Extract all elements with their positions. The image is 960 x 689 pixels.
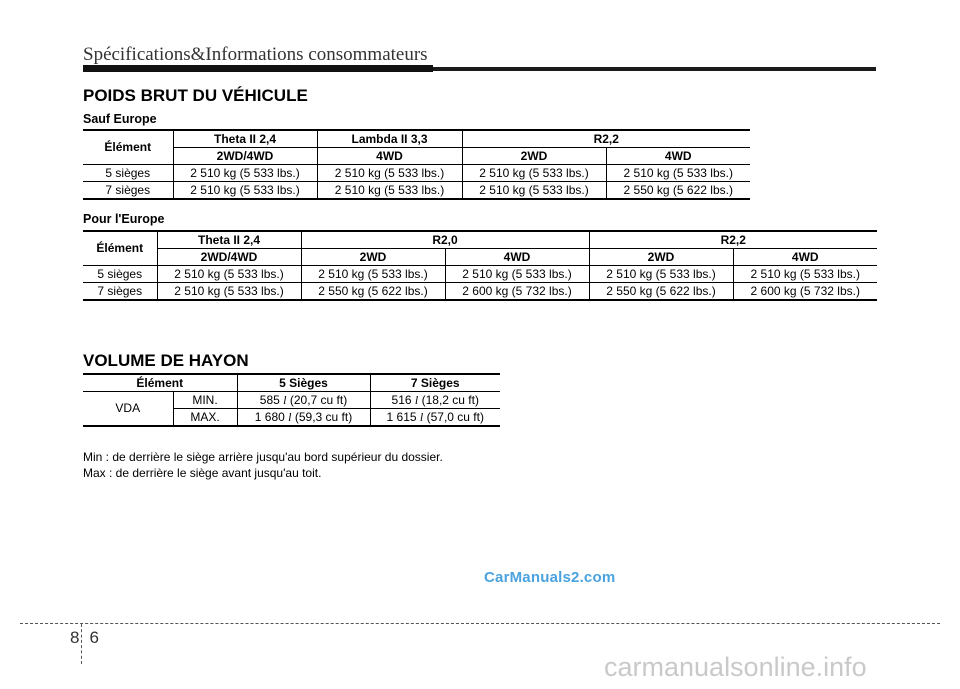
footer-watermark: carmanualsonline.info	[604, 652, 867, 682]
cell-value: 1 680 l (59,3 cu ft)	[237, 409, 370, 427]
row-kind: MIN.	[173, 392, 237, 409]
header-engine: R2,2	[589, 231, 877, 249]
cell-value: 585 l (20,7 cu ft)	[237, 392, 370, 409]
header-element: Élément	[83, 374, 237, 392]
watermark-link[interactable]: CarManuals2.com	[484, 569, 616, 586]
table-row	[83, 283, 877, 301]
cell-value: 2 510 kg (5 533 lbs.)	[317, 165, 462, 182]
subtitle-except-europe: Sauf Europe	[83, 112, 157, 126]
header-drive: 2WD/4WD	[157, 249, 301, 266]
header-drive: 4WD	[733, 249, 877, 266]
footer-rule	[20, 623, 940, 624]
header-rule	[83, 67, 876, 71]
cell-value: 2 550 kg (5 622 lbs.)	[301, 283, 445, 301]
table-row	[83, 165, 750, 182]
row-label: 7 sièges	[83, 182, 173, 200]
cell-value: 2 510 kg (5 533 lbs.)	[589, 266, 733, 283]
cell-value: 2 510 kg (5 533 lbs.)	[606, 165, 750, 182]
cell-value: 2 600 kg (5 732 lbs.)	[445, 283, 589, 301]
section-title-gross-weight: POIDS BRUT DU VÉHICULE	[83, 86, 308, 105]
cell-value: 2 550 kg (5 622 lbs.)	[606, 182, 750, 200]
note-max: Max : de derrière le siège avant jusqu'au toit.	[83, 466, 322, 480]
table-row	[83, 182, 750, 200]
header-drive: 2WD/4WD	[173, 148, 317, 165]
header-drive: 4WD	[606, 148, 750, 165]
cell-value: 2 510 kg (5 533 lbs.)	[157, 266, 301, 283]
row-label: 7 sièges	[83, 283, 157, 301]
header-drive: 2WD	[301, 249, 445, 266]
cell-value: 2 510 kg (5 533 lbs.)	[173, 165, 317, 182]
header-element: Élément	[83, 231, 157, 266]
table-europe	[83, 230, 877, 301]
cell-value: 2 550 kg (5 622 lbs.)	[589, 283, 733, 301]
page-header-title: Spécifications&Informations consommateurs	[83, 44, 428, 65]
header-drive: 4WD	[445, 249, 589, 266]
subtitle-europe: Pour l'Europe	[83, 212, 165, 226]
note-min: Min : de derrière le siège arrière jusqu'au bord supérieur du dossier.	[83, 450, 443, 464]
table-row	[83, 266, 877, 283]
header-engine: Theta II 2,4	[173, 130, 317, 148]
cell-value: 2 510 kg (5 533 lbs.)	[301, 266, 445, 283]
cell-value: 2 510 kg (5 533 lbs.)	[173, 182, 317, 200]
table-row	[83, 392, 500, 409]
section-title-luggage: VOLUME DE HAYON	[83, 351, 249, 370]
header-seven-seats: 7 Sièges	[370, 374, 500, 392]
cell-value: 2 510 kg (5 533 lbs.)	[462, 165, 606, 182]
header-rule-accent	[83, 65, 433, 72]
row-label: 5 sièges	[83, 165, 173, 182]
table-luggage-volume	[83, 373, 500, 427]
header-element: Élément	[83, 130, 173, 165]
cell-value: 1 615 l (57,0 cu ft)	[370, 409, 500, 427]
cell-value: 516 l (18,2 cu ft)	[370, 392, 500, 409]
header-drive: 2WD	[462, 148, 606, 165]
cell-value: 2 600 kg (5 732 lbs.)	[733, 283, 877, 301]
table-except-europe	[83, 129, 750, 200]
row-label: 5 sièges	[83, 266, 157, 283]
header-engine: Theta II 2,4	[157, 231, 301, 249]
header-engine: R2,2	[462, 130, 750, 148]
header-engine: Lambda II 3,3	[317, 130, 462, 148]
header-five-seats: 5 Sièges	[237, 374, 370, 392]
cell-value: 2 510 kg (5 533 lbs.)	[317, 182, 462, 200]
cell-value: 2 510 kg (5 533 lbs.)	[157, 283, 301, 301]
header-drive: 4WD	[317, 148, 462, 165]
cell-value: 2 510 kg (5 533 lbs.)	[445, 266, 589, 283]
row-label-vda: VDA	[83, 392, 173, 427]
cell-value: 2 510 kg (5 533 lbs.)	[733, 266, 877, 283]
header-drive: 2WD	[589, 249, 733, 266]
header-engine: R2,0	[301, 231, 589, 249]
page-number: 8 6	[70, 628, 99, 647]
row-kind: MAX.	[173, 409, 237, 427]
cell-value: 2 510 kg (5 533 lbs.)	[462, 182, 606, 200]
